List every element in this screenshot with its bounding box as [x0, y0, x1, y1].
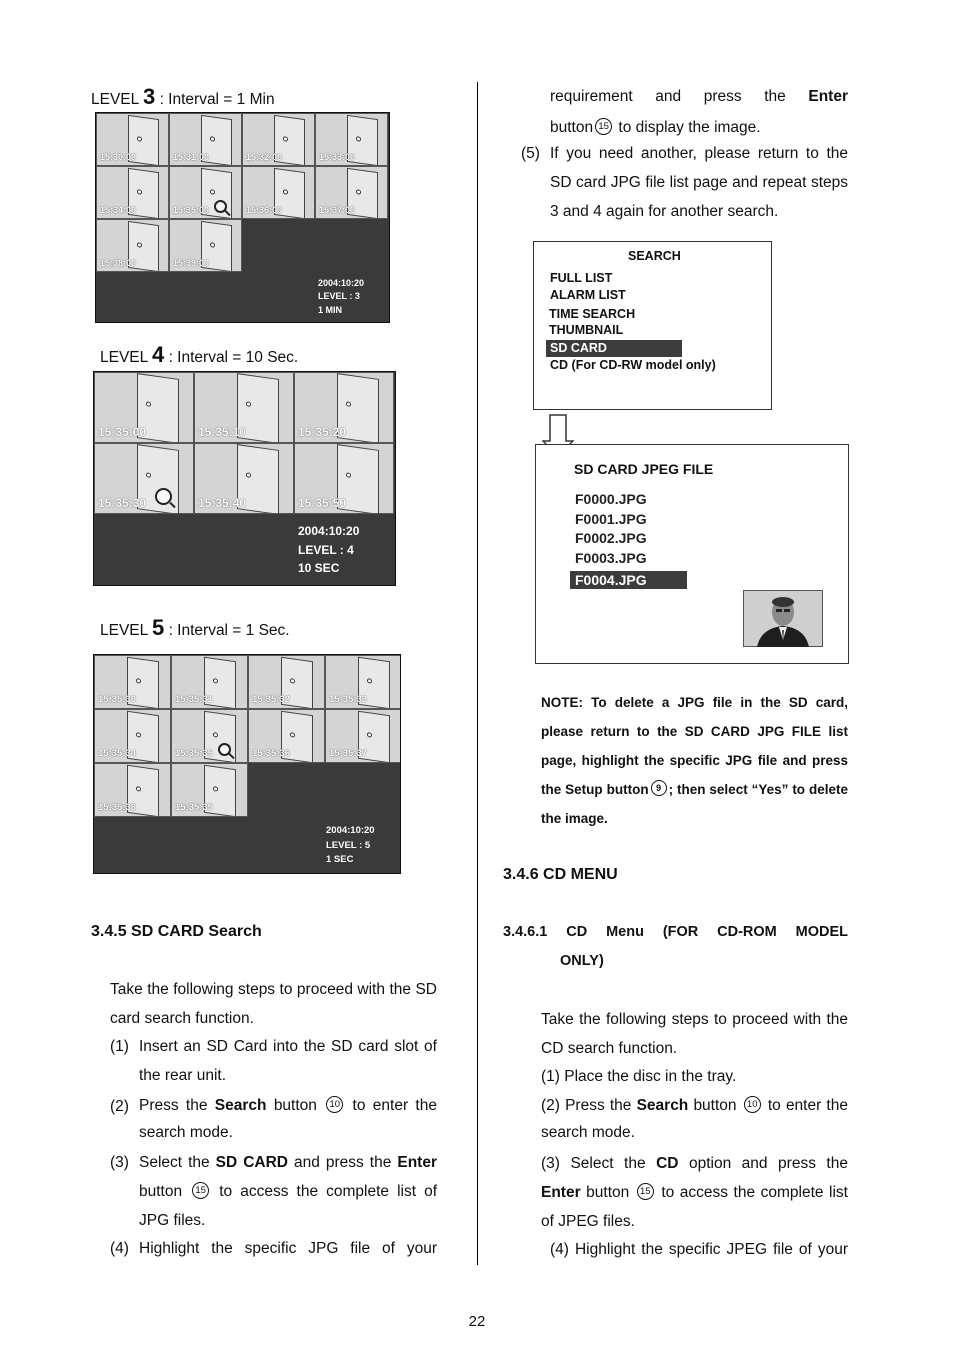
timestamp-label: 15:35:36 [252, 748, 291, 759]
timestamp-label: 15:35:00 [98, 425, 147, 439]
menu-item-alarm-list[interactable]: ALARM LIST [550, 288, 626, 302]
timestamp-label: 15:35:38 [98, 802, 137, 813]
door-knob-icon [213, 678, 218, 684]
timestamp-label: 15:35:34 [98, 748, 137, 759]
delete-note: NOTE: To delete a JPG file in the SD card, please return to the SD CARD JPG FILE list page, highlight the specific JPG file and press the Setup button 9 ; then select “Yes” to delete the image. [541, 695, 848, 826]
menu-item-full-list[interactable]: FULL LIST [550, 271, 613, 285]
timestamp-label: 15:35:40 [198, 496, 247, 510]
thumbnail-cell[interactable] [325, 655, 401, 709]
cd-intro-paragraph: Take the following steps to proceed with the CD search function. [541, 1011, 848, 1057]
door-knob-icon [137, 189, 142, 195]
grid-info-text: 2004:10:20 [318, 278, 365, 288]
timestamp-label: 15:33:00 [319, 152, 356, 162]
door-knob-icon [146, 401, 151, 407]
sd-card-jpeg-file-screen [535, 444, 849, 664]
section-title-sd-card: 3.4.5 SD CARD Search [91, 923, 262, 940]
subsection-title-line-2: ONLY) [560, 953, 604, 969]
door-knob-icon [136, 678, 141, 684]
thumbnail-cell[interactable] [169, 166, 242, 219]
timestamp-label: 15:35:50 [298, 496, 347, 510]
menu-item-thumbnail[interactable]: THUMBNAIL [549, 323, 624, 337]
thumbnail-cell[interactable] [242, 166, 315, 219]
thumbnail-cell[interactable] [315, 166, 388, 219]
door-knob-icon [367, 678, 372, 684]
sd-intro-paragraph: Take the following steps to proceed with the SD card search function. [110, 981, 437, 1027]
thumbnail-cell[interactable] [96, 166, 169, 219]
level-4-label: LEVEL 4 : Interval = 10 Sec. [100, 342, 299, 367]
timestamp-label: 15:37:00 [319, 205, 356, 215]
door-knob-icon [146, 472, 151, 478]
button-10-icon: 10 [744, 1096, 761, 1113]
jpeg-list-title: SD CARD JPEG FILE [574, 461, 714, 477]
door-knob-icon [210, 136, 215, 142]
search-menu-screen [533, 241, 772, 410]
search-menu-title: SEARCH [628, 249, 681, 263]
menu-item-cd[interactable]: CD (For CD-RW model only) [550, 358, 716, 372]
timestamp-label: 15:36:00 [246, 205, 283, 215]
grid-info-text: LEVEL : 3 [318, 291, 360, 301]
thumbnail-cell[interactable] [248, 655, 325, 709]
level-5-label: LEVEL 5 : Interval = 1 Sec. [100, 615, 290, 640]
button-15-icon: 15 [595, 118, 612, 135]
timestamp-label: 15:39:00 [173, 258, 210, 268]
thumbnail-cell[interactable] [169, 113, 242, 166]
door-knob-icon [367, 732, 372, 738]
menu-item-time-search[interactable]: TIME SEARCH [549, 307, 636, 321]
door-knob-icon [356, 189, 361, 195]
page-number: 22 [468, 1313, 486, 1330]
grid-info-text: 10 SEC [298, 561, 340, 575]
timestamp-label: 15:35:30 [98, 496, 147, 510]
sd-step-2: (2) Press the Search button 10 to enter the search mode. [110, 1097, 437, 1141]
jpeg-preview-image [743, 590, 823, 647]
magnifier-icon [218, 743, 231, 756]
thumbnail-cell[interactable] [248, 709, 325, 763]
door-knob-icon [283, 189, 288, 195]
grid-info-text: LEVEL : 5 [326, 840, 371, 851]
door-knob-icon [246, 472, 251, 478]
thumbnail-cell[interactable] [94, 443, 194, 514]
timestamp-label: 15:35:33 [329, 694, 368, 705]
grid-info-text: 1 MIN [318, 305, 343, 315]
sd-step-4: (4) Highlight the specific JPG file of your [110, 1240, 437, 1257]
timestamp-label: 15:35:31 [175, 694, 214, 705]
grid-info-text: 2004:10:20 [298, 524, 360, 538]
file-item[interactable]: F0001.JPG [575, 511, 647, 527]
sd-step-1: (1) Insert an SD Card into the SD card slot of the rear unit. [110, 1038, 437, 1084]
file-item-selected[interactable]: F0004.JPG [570, 571, 687, 589]
file-item[interactable]: F0002.JPG [575, 530, 647, 546]
level-3-thumbnail-grid [95, 112, 390, 323]
sd-step-3: (3) Select the SD CARD and press the Enter button 15 to access the complete list of JPG files. [110, 1154, 437, 1229]
magnifier-icon [214, 200, 227, 213]
file-item[interactable]: F0000.JPG [575, 491, 647, 507]
file-item[interactable]: F0003.JPG [575, 550, 647, 566]
thumbnail-cell[interactable] [171, 709, 248, 763]
timestamp-label: 15:35:20 [298, 425, 347, 439]
cd-step-1: (1) Place the disc in the tray. [541, 1068, 737, 1085]
level-5-thumbnail-grid [93, 654, 401, 874]
thumbnail-cell[interactable] [294, 372, 394, 443]
continued-text-line-2: button 15 to display the image. [550, 119, 761, 136]
continued-text-line: requirement and press the Enter [550, 88, 848, 105]
thumbnail-cell[interactable] [315, 113, 388, 166]
timestamp-label: 15:35:10 [198, 425, 247, 439]
thumbnail-cell[interactable] [171, 655, 248, 709]
cd-step-2: (2) Press the Search button 10 to enter the search mode. [541, 1097, 848, 1141]
thumbnail-cell[interactable] [94, 763, 171, 817]
thumbnail-cell[interactable] [94, 709, 171, 763]
cd-step-4: (4) Highlight the specific JPEG file of your [550, 1241, 848, 1258]
door-knob-icon [356, 136, 361, 142]
door-knob-icon [290, 678, 295, 684]
timestamp-label: 15:35:32 [252, 694, 291, 705]
thumbnail-cell[interactable] [242, 113, 315, 166]
door-knob-icon [137, 136, 142, 142]
grid-info-text: 1 SEC [326, 854, 354, 865]
thumbnail-cell[interactable] [194, 372, 294, 443]
door-knob-icon [136, 732, 141, 738]
timestamp-label: 15:34:00 [100, 205, 137, 215]
button-9-icon: 9 [651, 780, 667, 796]
thumbnail-cell[interactable] [96, 113, 169, 166]
thumbnail-cell[interactable] [294, 443, 394, 514]
magnifier-icon [155, 488, 172, 505]
subsection-title-line-1: 3.4.6.1 CD Menu (FOR CD-ROM MODEL [503, 924, 848, 940]
grid-info-text: 2004:10:20 [326, 825, 375, 836]
door-knob-icon [283, 136, 288, 142]
door-knob-icon [213, 732, 218, 738]
button-15-icon: 15 [192, 1182, 209, 1199]
grid-info-text: LEVEL : 4 [298, 543, 354, 557]
timestamp-label: 15:31:00 [173, 152, 210, 162]
door-knob-icon [346, 472, 351, 478]
section-title-cd-menu: 3.4.6 CD MENU [503, 866, 618, 883]
thumbnail-cell[interactable] [96, 219, 169, 272]
column-divider [477, 82, 478, 1265]
timestamp-label: 15:35:30 [98, 694, 137, 705]
thumbnail-cell[interactable] [94, 655, 171, 709]
thumbnail-cell[interactable] [325, 709, 401, 763]
level-3-label: LEVEL 3 : Interval = 1 Min [91, 84, 275, 109]
door-knob-icon [346, 401, 351, 407]
door-knob-icon [210, 242, 215, 248]
door-knob-icon [137, 242, 142, 248]
level-4-thumbnail-grid [93, 371, 396, 586]
button-10-icon: 10 [326, 1096, 343, 1113]
cd-step-3: (3) Select the CD option and press the Enter button 15 to access the complete list of JPEG files. [541, 1155, 848, 1230]
timestamp-label: 15:35:39 [175, 802, 214, 813]
timestamp-label: 15:32:00 [246, 152, 283, 162]
door-knob-icon [210, 189, 215, 195]
timestamp-label: 15:35:37 [329, 748, 368, 759]
button-15-icon: 15 [637, 1183, 654, 1200]
thumbnail-cell[interactable] [171, 763, 248, 817]
timestamp-label: 15:35:00 [173, 205, 210, 215]
door-knob-icon [290, 732, 295, 738]
timestamp-label: 15:38:00 [100, 258, 137, 268]
timestamp-label: 15:35:35 [175, 748, 214, 759]
thumbnail-cell[interactable] [169, 219, 242, 272]
sd-step-5: (5) If you need another, please return to the SD card JPG file list page and repeat steps 3 and 4 again for another search. [521, 145, 848, 220]
door-knob-icon [213, 786, 218, 792]
menu-item-sd-card[interactable]: SD CARD [546, 340, 682, 357]
thumbnail-cell[interactable] [194, 443, 294, 514]
door-knob-icon [246, 401, 251, 407]
timestamp-label: 15:30:00 [100, 152, 137, 162]
door-knob-icon [136, 786, 141, 792]
thumbnail-cell[interactable] [94, 372, 194, 443]
